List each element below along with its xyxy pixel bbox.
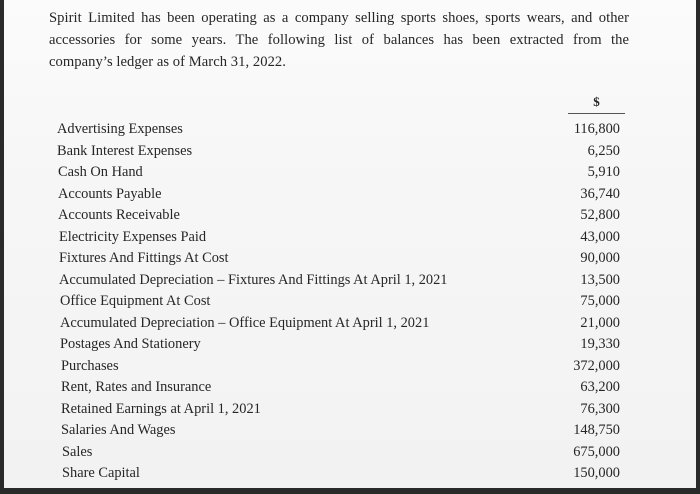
ledger-row: [4, 227, 696, 249]
ledger-row-value: 5,910: [587, 164, 620, 180]
ledger-row: [4, 119, 696, 141]
ledger-balances-table: [4, 119, 696, 485]
ledger-row-value: 43,000: [580, 228, 620, 245]
ledger-row-label: Cash On Hand: [58, 164, 143, 180]
ledger-row-label: Accumulated Depreciation – Fixtures And Fittings At April 1, 2021: [59, 271, 448, 288]
ledger-row: [4, 313, 696, 335]
currency-header-underline: [568, 113, 625, 114]
ledger-row-value: 116,800: [573, 121, 620, 137]
ledger-row-label: Purchases: [61, 357, 119, 374]
ledger-row-value: 13,500: [580, 271, 620, 288]
ledger-row: [4, 184, 696, 206]
ledger-row-label: Accounts Receivable: [58, 207, 180, 223]
ledger-row-value: 675,000: [573, 443, 620, 460]
ledger-row-value: 148,750: [573, 422, 620, 438]
ledger-row: [4, 162, 696, 184]
ledger-row-label: Accumulated Depreciation – Office Equipment At April 1, 2021: [60, 314, 430, 331]
ledger-row-label: Electricity Expenses Paid: [59, 228, 207, 245]
ledger-row: [4, 463, 696, 485]
ledger-row: [4, 356, 696, 378]
ledger-row-value: 90,000: [580, 250, 620, 266]
ledger-row-value: 36,740: [580, 185, 620, 202]
ledger-row-label: Office Equipment At Cost: [60, 293, 211, 309]
ledger-row-label: Sales: [62, 443, 93, 460]
ledger-row-label: Retained Earnings at April 1, 2021: [61, 400, 261, 417]
ledger-row-label: Fixtures And Fittings At Cost: [59, 250, 229, 266]
ledger-row-label: Postages And Stationery: [60, 336, 201, 352]
ledger-row-value: 52,800: [580, 207, 620, 223]
ledger-row: [4, 399, 696, 421]
document-page: [4, 0, 696, 488]
ledger-row-value: 372,000: [573, 357, 620, 374]
ledger-row: [4, 377, 696, 399]
ledger-row-value: 6,250: [587, 142, 620, 159]
ledger-row: [4, 334, 696, 356]
ledger-row: [4, 205, 696, 227]
ledger-row-label: Advertising Expenses: [57, 121, 183, 137]
ledger-row-value: 75,000: [580, 293, 620, 309]
ledger-row-label: Rent, Rates and Insurance: [61, 379, 212, 395]
ledger-row-value: 150,000: [573, 465, 620, 481]
intro-paragraph: [49, 7, 629, 73]
ledger-row: [4, 291, 696, 313]
ledger-row: [4, 270, 696, 292]
ledger-row: [4, 248, 696, 270]
ledger-row-label: Salaries And Wages: [61, 422, 176, 438]
intro-line-2: accessories for some years. The following list of balances has been extracted from the: [49, 32, 629, 48]
ledger-row-value: 19,330: [580, 336, 620, 352]
ledger-row: [4, 420, 696, 442]
currency-header: $: [593, 94, 600, 109]
intro-line-1: Spirit Limited has been operating as a company selling sports shoes, sports wears, and other: [49, 10, 629, 26]
ledger-row-label: Share Capital: [62, 465, 140, 481]
ledger-row: [4, 442, 696, 464]
ledger-row: [4, 141, 696, 163]
ledger-row-label: Accounts Payable: [58, 185, 162, 202]
ledger-row-value: 63,200: [580, 379, 620, 395]
ledger-row-value: 21,000: [580, 314, 620, 331]
intro-line-3: company’s ledger as of March 31, 2022.: [49, 54, 286, 70]
ledger-row-value: 76,300: [580, 400, 620, 417]
ledger-row-label: Bank Interest Expenses: [57, 142, 193, 159]
